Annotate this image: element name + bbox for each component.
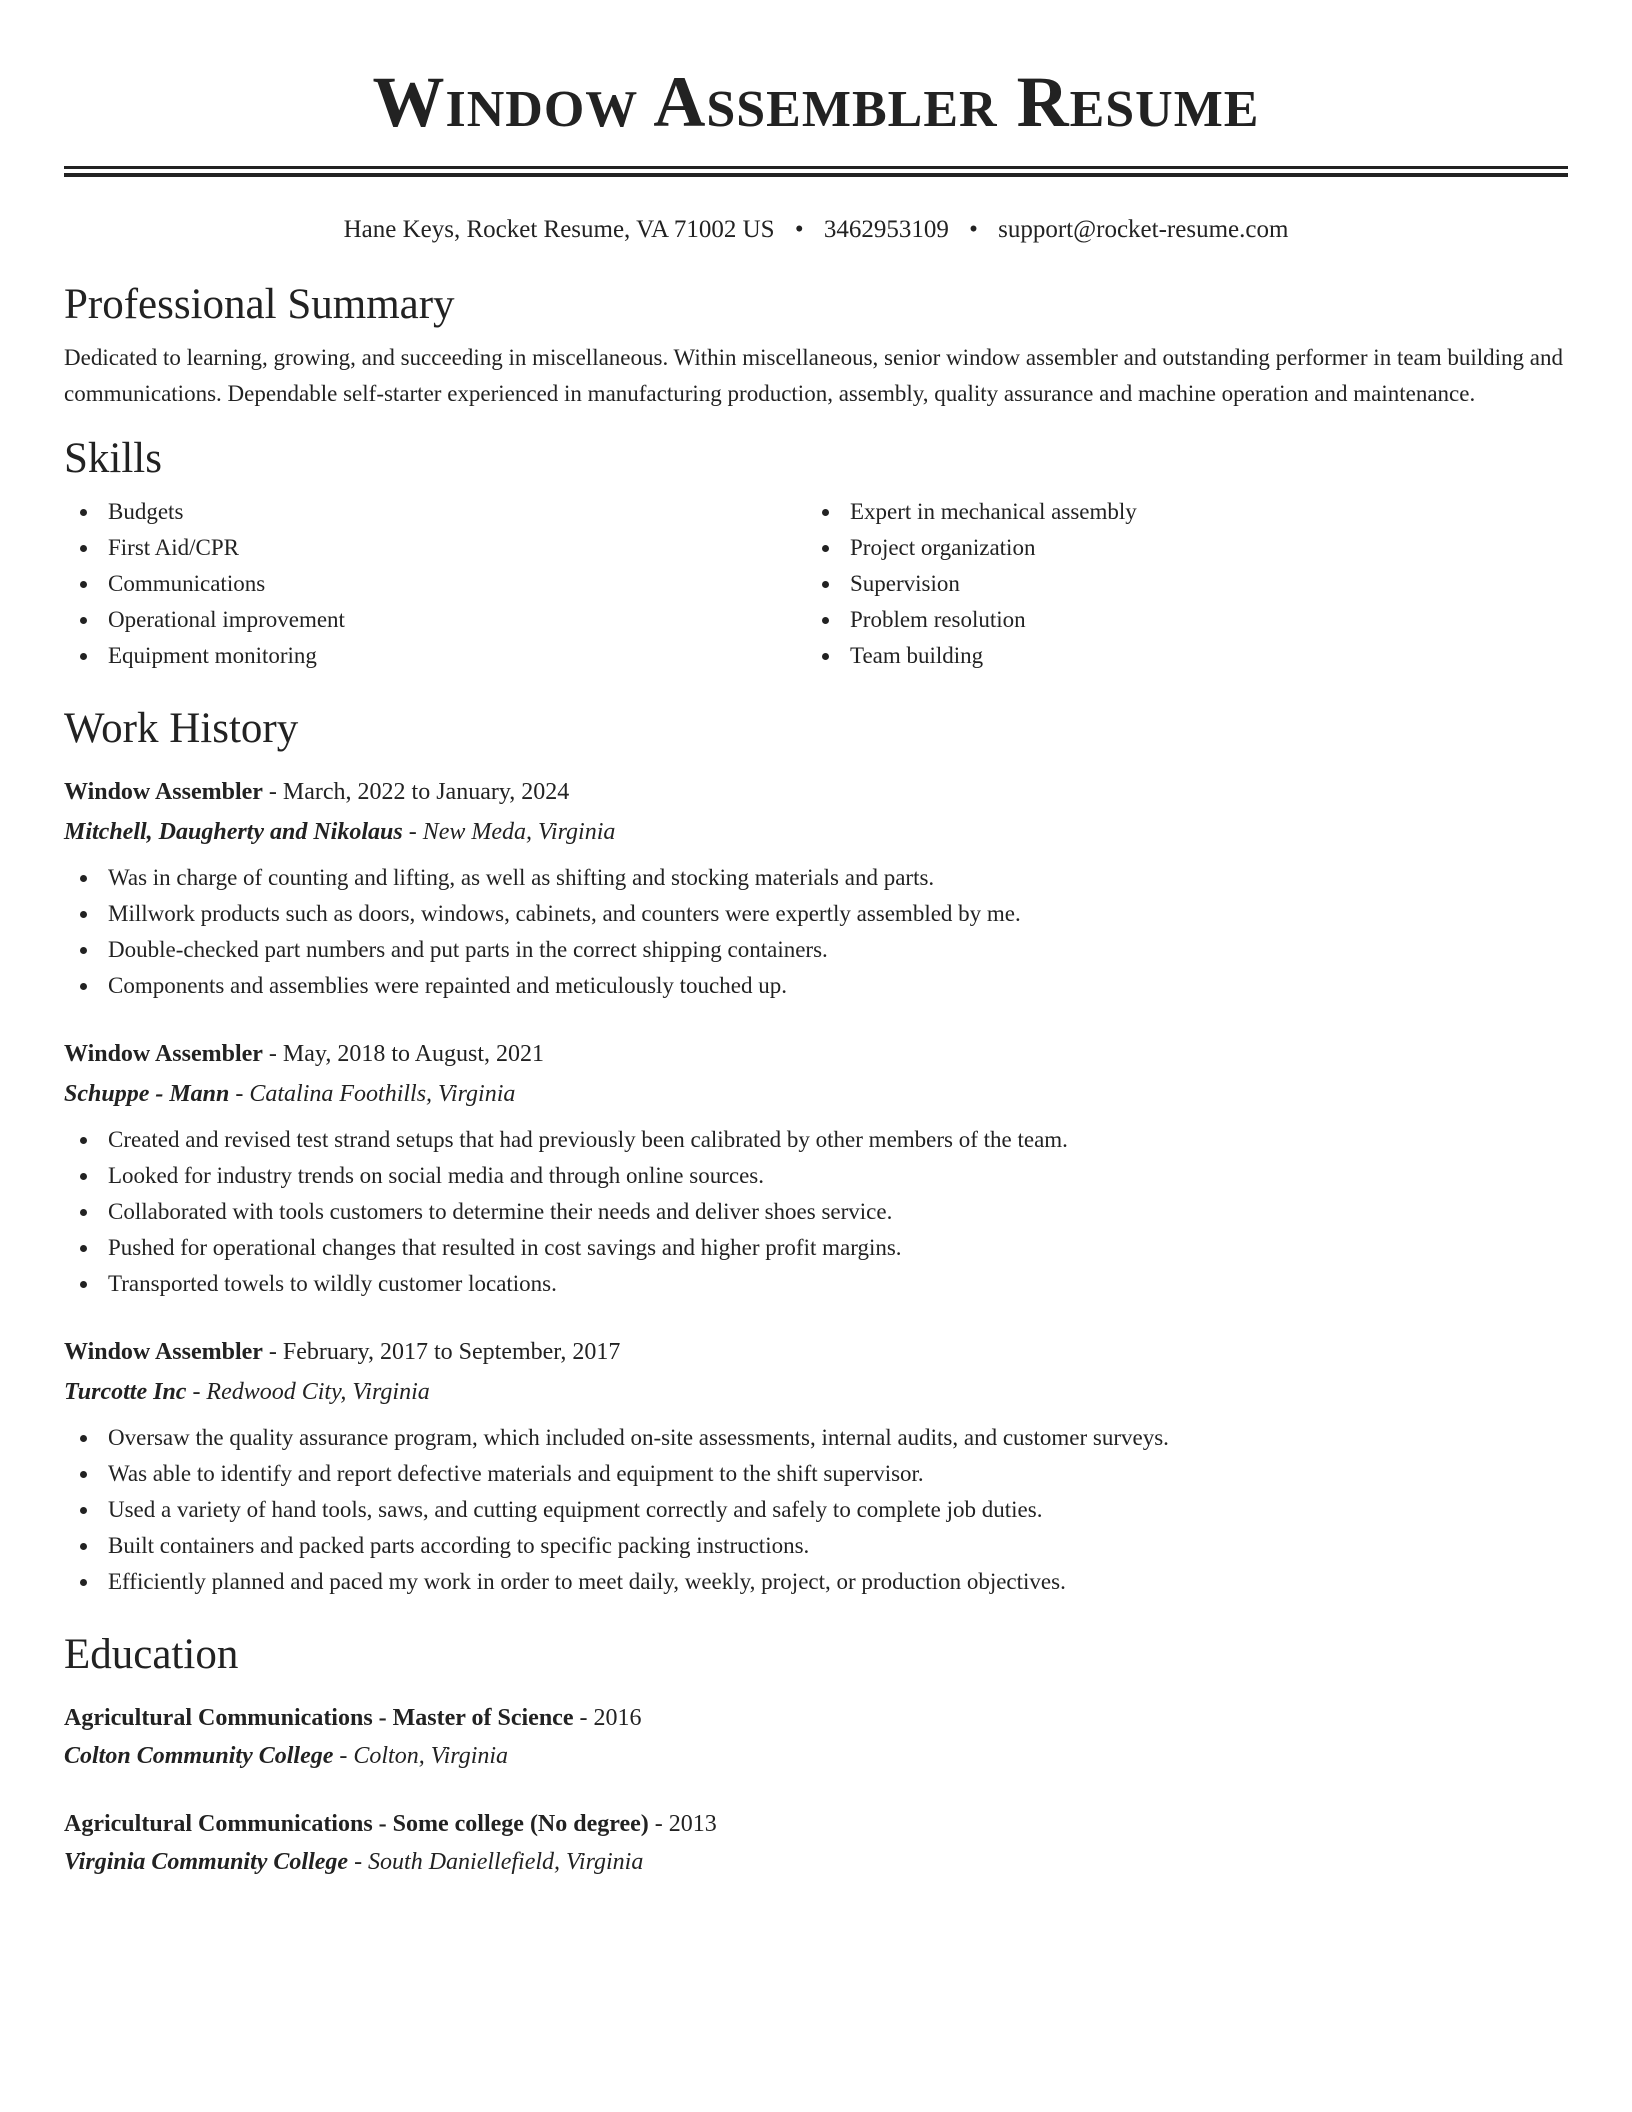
job-entry: [64, 1038, 1568, 1302]
job-company-line: [64, 816, 1568, 848]
job-duties: [64, 860, 1568, 1004]
job-duty: Was in charge of counting and lifting, as well as shifting and stocking materials and parts.: [64, 860, 1568, 896]
contact-separator: •: [794, 216, 804, 243]
job-company: Turcotte Inc: [64, 1379, 187, 1405]
job-duty: Created and revised test strand setups that had previously been calibrated by other members of the team.: [64, 1122, 1568, 1158]
resume-title: [64, 0, 1568, 142]
summary-text: Dedicated to learning, growing, and succeeding in miscellaneous. Within miscellaneous, senior window assembler and outstanding performer in team building and communications. Dependable self-starter experienced in manufacturing production, assembly, quality assurance and machine operation and maintenance.: [64, 345, 1564, 406]
education-heading: Education: [64, 1631, 239, 1678]
skill-item: Communications: [64, 566, 806, 602]
job-title-line: [64, 1336, 1568, 1368]
header-divider: [64, 166, 1568, 177]
job-location: - Catalina Foothills, Virginia: [229, 1081, 516, 1107]
job-duties: [64, 1420, 1568, 1600]
job-duty: Was able to identify and report defective materials and equipment to the shift supervisor.: [64, 1456, 1568, 1492]
job-company-line: [64, 1376, 1568, 1408]
school: Colton Community College: [64, 1743, 334, 1769]
skill-item: Budgets: [64, 494, 806, 530]
contact-line: [64, 214, 1568, 246]
job-location: - New Meda, Virginia: [402, 819, 616, 845]
contact-email[interactable]: support@rocket-resume.com: [998, 216, 1289, 243]
skills-column-right: [806, 494, 1548, 674]
job-duty: Components and assemblies were repainted and meticulously touched up.: [64, 968, 1568, 1004]
job-company: Mitchell, Daugherty and Nikolaus: [64, 819, 403, 845]
job-dates: - March, 2022 to January, 2024: [262, 779, 570, 805]
skill-item: Operational improvement: [64, 602, 806, 638]
job-duty: Pushed for operational changes that resulted in cost savings and higher profit margins.: [64, 1230, 1568, 1266]
education-entry: [64, 1702, 1568, 1772]
job-title: Window Assembler: [64, 1339, 263, 1365]
school: Virginia Community College: [64, 1849, 349, 1875]
job-duty: Oversaw the quality assurance program, which included on-site assessments, internal audits, and customer surveys.: [64, 1420, 1568, 1456]
skill-item: Supervision: [806, 566, 1548, 602]
school-location: - Colton, Virginia: [333, 1743, 509, 1769]
contact-address: Hane Keys, Rocket Resume, VA 71002 US: [343, 216, 775, 243]
title-rest: SSEMBLER: [706, 81, 998, 138]
title-initial: W: [372, 62, 446, 142]
job-duty: Collaborated with tools customers to determine their needs and deliver shoes service.: [64, 1194, 1568, 1230]
degree-year: - 2016: [573, 1705, 642, 1731]
degree: Agricultural Communications - Some college (No degree): [64, 1811, 649, 1837]
job-title: Window Assembler: [64, 1041, 263, 1067]
job-title: Window Assembler: [64, 779, 263, 805]
school-line: [64, 1740, 1568, 1772]
contact-phone[interactable]: 3462953109: [823, 216, 949, 243]
job-title-line: [64, 1038, 1568, 1070]
job-title-line: [64, 776, 1568, 808]
summary-heading: Professional Summary: [64, 281, 455, 328]
school-line: [64, 1846, 1568, 1878]
job-dates: - May, 2018 to August, 2021: [262, 1041, 545, 1067]
job-dates: - February, 2017 to September, 2017: [262, 1339, 621, 1365]
job-duties: [64, 1122, 1568, 1302]
degree-year: - 2013: [648, 1811, 717, 1837]
job-company: Schuppe - Mann: [64, 1081, 230, 1107]
school-location: - South Daniellefield, Virginia: [348, 1849, 644, 1875]
work-history-heading: Work History: [64, 705, 299, 752]
education-entry: [64, 1808, 1568, 1878]
job-duty: Millwork products such as doors, windows, cabinets, and counters were expertly assembled by me.: [64, 896, 1568, 932]
skills-column-left: [64, 494, 806, 674]
skill-item: Project organization: [806, 530, 1548, 566]
job-company-line: [64, 1078, 1568, 1110]
skill-item: Problem resolution: [806, 602, 1548, 638]
skill-item: Equipment monitoring: [64, 638, 806, 674]
job-duty: Looked for industry trends on social media and through online sources.: [64, 1158, 1568, 1194]
job-duty: Transported towels to wildly customer locations.: [64, 1266, 1568, 1302]
skills-list: [64, 494, 1568, 674]
skills-heading: Skills: [64, 435, 162, 482]
job-duty: Built containers and packed parts according to specific packing instructions.: [64, 1528, 1568, 1564]
job-entry: [64, 1336, 1568, 1600]
degree-line: [64, 1702, 1568, 1734]
title-initial: R: [1016, 62, 1070, 142]
job-location: - Redwood City, Virginia: [186, 1379, 430, 1405]
job-duty: Double-checked part numbers and put parts in the correct shipping containers.: [64, 932, 1568, 968]
degree-line: [64, 1808, 1568, 1840]
skill-item: Expert in mechanical assembly: [806, 494, 1548, 530]
contact-separator: •: [969, 216, 978, 243]
title-rest: ESUME: [1069, 81, 1260, 138]
skill-item: First Aid/CPR: [64, 530, 806, 566]
title-rest: INDOW: [445, 81, 639, 138]
degree: Agricultural Communications - Master of Science: [64, 1705, 574, 1731]
job-duty: Used a variety of hand tools, saws, and cutting equipment correctly and safely to complete job duties.: [64, 1492, 1568, 1528]
job-duty: Efficiently planned and paced my work in order to meet daily, weekly, project, or production objectives.: [64, 1564, 1568, 1600]
skill-item: Team building: [806, 638, 1548, 674]
title-initial: A: [653, 62, 707, 142]
job-entry: [64, 776, 1568, 1004]
